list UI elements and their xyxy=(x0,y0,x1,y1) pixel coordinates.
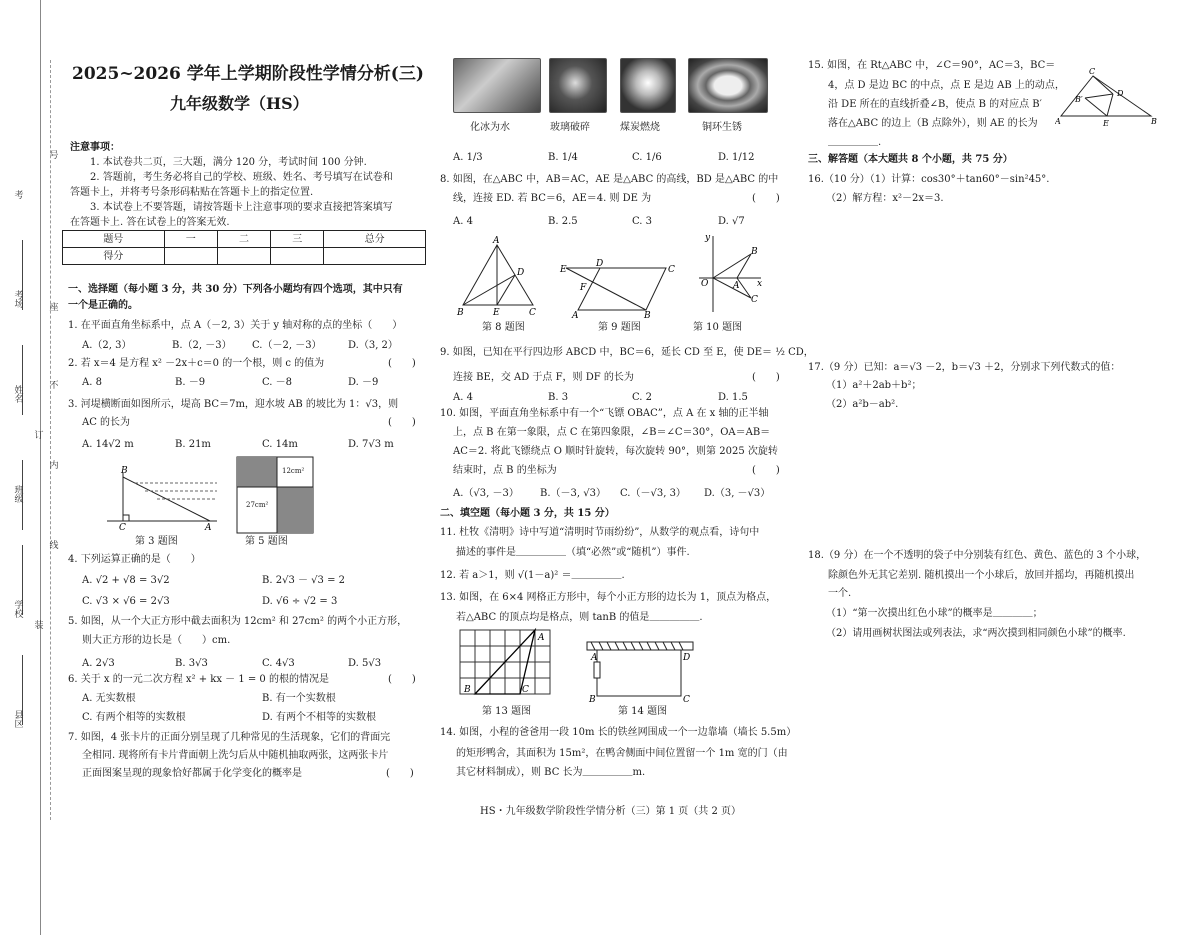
svg-text:D: D xyxy=(596,259,604,269)
question-18-cont: 除颜色外无其它差别. 随机摸出一个小球后，放回并摇均，再随机摸出 xyxy=(828,570,1135,581)
question-4: 4. 下列运算正确的是（ ） xyxy=(68,554,201,565)
figure-13-grid xyxy=(456,626,558,698)
option: A. 1/3 xyxy=(453,152,483,163)
question-8-cont: 线，连接 ED. 若 BC＝6，AE＝4. 则 DE 为 xyxy=(453,193,652,204)
svg-text:C: C xyxy=(119,523,126,530)
score-cell xyxy=(271,248,324,265)
answer-paren: ( ) xyxy=(752,372,780,383)
question-15-cont: 落在△ABC 的边上（B 点除外），则 AE 的长为 xyxy=(828,118,1038,129)
option: A. 2√3 xyxy=(82,658,115,669)
svg-text:D: D xyxy=(517,268,525,278)
question-11: 11. 杜牧《清明》诗中写道“清明时节雨纷纷”，从数学的观点看，诗句中 xyxy=(440,527,760,538)
section-heading: 三、解答题（本大题共 8 个小题，共 75 分） xyxy=(808,154,1013,165)
photo-ice xyxy=(453,58,541,113)
option: D.（3, 2） xyxy=(348,340,398,351)
svg-text:E: E xyxy=(1103,119,1109,126)
option: B. 有一个实数根 xyxy=(262,693,336,704)
photo-caption: 煤炭燃烧 xyxy=(620,122,660,133)
page-footer: HS・九年级数学阶段性学情分析（三）第 1 页（共 2 页） xyxy=(480,806,742,817)
option: B. 3√3 xyxy=(175,658,208,669)
question-14-cont: 其它材料制成），则 BC 长为＿＿＿＿＿m. xyxy=(456,767,646,778)
svg-text:C: C xyxy=(751,295,758,305)
score-table-header-row xyxy=(63,231,426,248)
score-cell: 题号 xyxy=(63,231,165,248)
option: C. 1/6 xyxy=(632,152,662,163)
margin-label: 座 xyxy=(47,302,58,311)
score-cell: 总分 xyxy=(324,231,426,248)
photo-coal xyxy=(620,58,676,113)
option: D. √6 ÷ √2 = 3 xyxy=(262,596,338,607)
score-table xyxy=(62,230,426,265)
option: B.（－3, √3） xyxy=(540,488,606,499)
option: C. －8 xyxy=(262,377,293,388)
option: D. √7 xyxy=(718,216,745,227)
margin-label: 学校 xyxy=(12,600,23,618)
question-8: 8. 如图，在△ABC 中，AB＝AC，AE 是△ABC 的高线，BD 是△ABC 的中 xyxy=(440,174,779,185)
question-18-cont: 一个. xyxy=(828,588,852,599)
svg-text:B: B xyxy=(644,311,651,318)
option: B.（2, －3） xyxy=(172,340,232,351)
figure-caption: 第 3 题图 xyxy=(135,536,178,547)
margin-label: 内 xyxy=(47,460,58,469)
figure-caption: 第 9 题图 xyxy=(598,322,641,333)
photo-copper-ring xyxy=(688,58,768,113)
question-7: 7. 如图，4 张卡片的正面分别呈现了几种常见的生活现象，它们的背面完 xyxy=(68,732,391,743)
svg-text:B: B xyxy=(751,247,758,257)
score-cell: 三 xyxy=(271,231,324,248)
option: C. 4√3 xyxy=(262,658,295,669)
option: B. 3 xyxy=(548,392,569,403)
svg-text:D: D xyxy=(683,653,691,663)
svg-text:x: x xyxy=(757,279,763,289)
svg-text:A: A xyxy=(205,523,212,530)
question-9-cont: 连接 BE，交 AD 于点 F，则 DF 的长为 xyxy=(453,372,634,383)
svg-text:B: B xyxy=(589,695,596,705)
margin-rule xyxy=(40,0,41,935)
option: B. 21m xyxy=(175,439,211,450)
figure-15-triangle xyxy=(1055,66,1159,126)
question-17: 17.（9 分）已知：a＝√3 －2，b＝√3 ＋2，分别求下列代数式的值： xyxy=(808,362,1121,373)
question-9: 9. 如图，已知在平行四边形 ABCD 中，BC＝6，延长 CD 至 E，使 DE＝ ½ CD， xyxy=(440,347,814,358)
question-14: 14. 如图，小程的爸爸用一段 10m 长的铁丝网围成一个一边靠墙（墙长 5.5m） xyxy=(440,727,797,738)
notice-item: 在答题卡上. 答在试卷上的答案无效. xyxy=(70,217,230,228)
option: A.（2, 3） xyxy=(82,340,132,351)
figure-caption: 第 8 题图 xyxy=(482,322,525,333)
option: A. 8 xyxy=(82,377,102,388)
score-cell xyxy=(217,248,270,265)
figure-5-label-large: 27cm² xyxy=(246,501,269,509)
option: C.（－2, －3） xyxy=(252,340,322,351)
svg-text:C: C xyxy=(522,685,529,695)
option: C. 14m xyxy=(262,439,298,450)
svg-text:C: C xyxy=(529,308,536,317)
svg-text:B: B xyxy=(457,308,464,317)
question-18-part2: （2）请用画树状图法或列表法，求“两次摸到相同颜色小球”的概率. xyxy=(826,628,1126,639)
svg-text:E: E xyxy=(560,265,567,275)
option: A.（√3, －3） xyxy=(453,488,519,499)
question-17-part2: （2）a²b－ab². xyxy=(826,399,899,410)
margin-write-line xyxy=(22,345,23,415)
question-15-cont: 沿 DE 所在的直线折叠∠B，使点 B 的对应点 B′ xyxy=(828,99,1042,110)
option: A. 14√2 m xyxy=(82,439,134,450)
option: C.（－√3, 3） xyxy=(620,488,686,499)
question-1: 1. 在平面直角坐标系中，点 A（－2, 3）关于 y 轴对称的点的坐标（ ） xyxy=(68,320,403,331)
svg-text:E: E xyxy=(493,308,500,317)
svg-text:F: F xyxy=(580,283,587,293)
photo-caption: 铜环生锈 xyxy=(702,122,742,133)
svg-text:C: C xyxy=(668,265,675,275)
section-heading: 二、填空题（每小题 3 分，共 15 分） xyxy=(440,508,615,519)
photo-caption: 玻璃破碎 xyxy=(550,122,590,133)
option: D. 5√3 xyxy=(348,658,382,669)
option: D. 7√3 m xyxy=(348,439,394,450)
svg-text:A: A xyxy=(591,653,598,663)
option: D. 有两个不相等的实数根 xyxy=(262,712,377,723)
question-13: 13. 如图，在 6×4 网格正方形中，每个小正方形的边长为 1，顶点为格点， xyxy=(440,592,777,603)
svg-text:O: O xyxy=(701,279,709,289)
figure-14-pen xyxy=(585,640,695,706)
margin-label: 订 xyxy=(32,430,43,439)
svg-text:B: B xyxy=(1151,117,1157,126)
figure-3-embankment xyxy=(105,465,220,530)
score-table-score-row xyxy=(63,248,426,265)
question-10-cont: 上，点 B 在第一象限，点 C 在第四象限，∠B＝∠C＝30°，OA＝AB＝ xyxy=(453,427,771,438)
option: D.（3, －√3） xyxy=(704,488,771,499)
answer-paren: ( ) xyxy=(388,417,416,428)
question-18-part1: （1）“第一次摸出红色小球”的概率是＿＿＿＿； xyxy=(826,608,1043,619)
notice-item: 2. 答题前，考生务必将自己的学校、班级、姓名、考号填写在试卷和 xyxy=(90,172,393,183)
option: D. 1.5 xyxy=(718,392,748,403)
margin-label: 县区 xyxy=(12,710,23,728)
question-5-cont: 则大正方形的边长是（ ）cm. xyxy=(82,635,231,646)
answer-paren: ( ) xyxy=(388,358,416,369)
question-17-part1: （1）a²＋2ab＋b²； xyxy=(826,380,922,391)
question-3-cont: AC 的长为 xyxy=(82,417,131,428)
answer-paren: ( ) xyxy=(752,465,780,476)
question-12: 12. 若 a＞1，则 √(1－a)² ＝＿＿＿＿＿. xyxy=(440,570,625,581)
svg-text:y: y xyxy=(705,233,711,243)
figure-9-parallelogram xyxy=(558,258,678,318)
section-heading: 一、选择题（每小题 3 分，共 30 分）下列各小题均有四个选项，其中只有 xyxy=(68,284,403,295)
question-15-cont: 4，点 D 是边 BC 的中点，点 E 是边 AB 上的动点， xyxy=(828,80,1065,91)
exam-subtitle: 九年级数学（HS） xyxy=(170,94,309,113)
question-16-part2: （2）解方程：x²－2x＝3. xyxy=(826,193,944,204)
question-14-cont: 的矩形鸭舍，其面积为 15m²，在鸭舍侧面中间位置留一个 1m 宽的门（由 xyxy=(456,748,788,759)
notice-item: 1. 本试卷共二页，三大题，满分 120 分，考试时间 100 分钟. xyxy=(90,157,367,168)
question-2: 2. 若 x＝4 是方程 x² －2x＋c＝0 的一个根，则 c 的值为 xyxy=(68,358,325,369)
figure-caption: 第 13 题图 xyxy=(482,706,532,717)
score-cell: 一 xyxy=(164,231,217,248)
score-cell: 二 xyxy=(217,231,270,248)
figure-caption: 第 10 题图 xyxy=(693,322,743,333)
option: A. 4 xyxy=(453,392,473,403)
question-7-cont: 全相同. 现将所有卡片背面朝上洗匀后从中随机抽取两张，这两张卡片 xyxy=(82,750,389,761)
svg-text:D: D xyxy=(1117,89,1124,98)
score-cell: 得分 xyxy=(63,248,165,265)
question-3: 3. 河堤横断面如图所示，堤高 BC＝7m，迎水坡 AB 的坡比为 1：√3，则 xyxy=(68,399,399,410)
svg-text:A: A xyxy=(1055,117,1061,126)
margin-label: 不 xyxy=(47,380,58,389)
score-cell xyxy=(164,248,217,265)
svg-text:A: A xyxy=(493,236,500,246)
figure-caption: 第 5 题图 xyxy=(245,536,288,547)
option: C. 有两个相等的实数根 xyxy=(82,712,186,723)
question-6: 6. 关于 x 的一元二次方程 x² + kx － 1 = 0 的根的情况是 xyxy=(68,674,329,685)
option: B. 2√3 － √3 = 2 xyxy=(262,575,345,586)
answer-paren: ( ) xyxy=(386,768,414,779)
margin-label: 考 xyxy=(12,190,23,199)
option: A. 4 xyxy=(453,216,473,227)
section-heading: 一个是正确的。 xyxy=(68,300,138,311)
question-10: 10. 如图，平面直角坐标系中有一个“飞镖 OBAC”，点 A 在 x 轴的正半轴 xyxy=(440,408,769,419)
margin-label: 线 xyxy=(47,540,58,549)
option: A. √2 + √8 = 3√2 xyxy=(82,575,170,586)
svg-text:B′: B′ xyxy=(1075,95,1083,104)
notice-item: 答题卡上，并将考号条形码粘贴在答题卡上的指定位置. xyxy=(70,187,314,198)
option: D. 1/12 xyxy=(718,152,755,163)
option: A. 无实数根 xyxy=(82,693,136,704)
figure-caption: 第 14 题图 xyxy=(618,706,668,717)
margin-label: 号 xyxy=(47,150,58,159)
question-16: 16.（10 分）（1）计算：cos30°＋tan60°－sin²45°. xyxy=(808,174,1050,185)
figure-8-triangle xyxy=(455,235,545,317)
option: C. 2 xyxy=(632,392,653,403)
question-7-cont: 正面图案呈现的现象恰好都属于化学变化的概率是 xyxy=(82,768,302,779)
option: B. －9 xyxy=(175,377,206,388)
score-cell xyxy=(324,248,426,265)
margin-label: 考场 xyxy=(12,290,23,308)
svg-text:A: A xyxy=(572,311,579,318)
answer-paren: ( ) xyxy=(388,674,416,685)
figure-5-label-small: 12cm² xyxy=(282,467,305,475)
photo-caption: 化冰为水 xyxy=(470,122,510,133)
question-15-cont: ＿＿＿＿＿. xyxy=(828,137,882,148)
option: D. －9 xyxy=(348,377,379,388)
question-10-cont: AC＝2. 将此飞镖绕点 O 顺时针旋转，每次旋转 90°，则第 2025 次旋转 xyxy=(453,446,778,457)
dotted-fold-line xyxy=(50,60,51,820)
option: C. √3 × √6 = 2√3 xyxy=(82,596,170,607)
figure-10-dart xyxy=(695,232,765,317)
photo-glass xyxy=(549,58,607,113)
margin-label: 装 xyxy=(32,620,43,629)
question-11-cont: 描述的事件是＿＿＿＿＿（填“必然”或“随机”）事件. xyxy=(456,547,690,558)
question-10-cont: 结束时，点 B 的坐标为 xyxy=(453,465,557,476)
notice-item: 3. 本试卷上不要答题，请按答题卡上注意事项的要求直接把答案填写 xyxy=(90,202,393,213)
option: B. 1/4 xyxy=(548,152,578,163)
svg-text:B: B xyxy=(464,685,471,695)
option: B. 2.5 xyxy=(548,216,578,227)
answer-paren: ( ) xyxy=(752,193,780,204)
exam-title: 2025~2026 学年上学期阶段性学情分析(三) xyxy=(72,64,424,84)
svg-text:B: B xyxy=(121,466,128,476)
margin-label: 姓名 xyxy=(12,385,23,403)
option: C. 3 xyxy=(632,216,653,227)
notice-heading: 注意事项： xyxy=(70,142,120,153)
svg-text:A: A xyxy=(538,633,545,643)
question-18: 18.（9 分）在一个不透明的袋子中分别装有红色、黄色、蓝色的 3 个小球， xyxy=(808,550,1147,561)
margin-label: 班级 xyxy=(12,485,23,503)
question-5: 5. 如图，从一个大正方形中截去面积为 12cm² 和 27cm² 的两个小正方形， xyxy=(68,616,408,627)
svg-text:C: C xyxy=(1089,67,1096,76)
question-13-cont: 若△ABC 的顶点均是格点，则 tanB 的值是＿＿＿＿＿. xyxy=(456,612,703,623)
svg-text:A: A xyxy=(733,281,740,291)
svg-text:C: C xyxy=(683,695,690,705)
question-15: 15. 如图，在 Rt△ABC 中，∠C＝90°，AC＝3，BC＝ xyxy=(808,60,1056,71)
